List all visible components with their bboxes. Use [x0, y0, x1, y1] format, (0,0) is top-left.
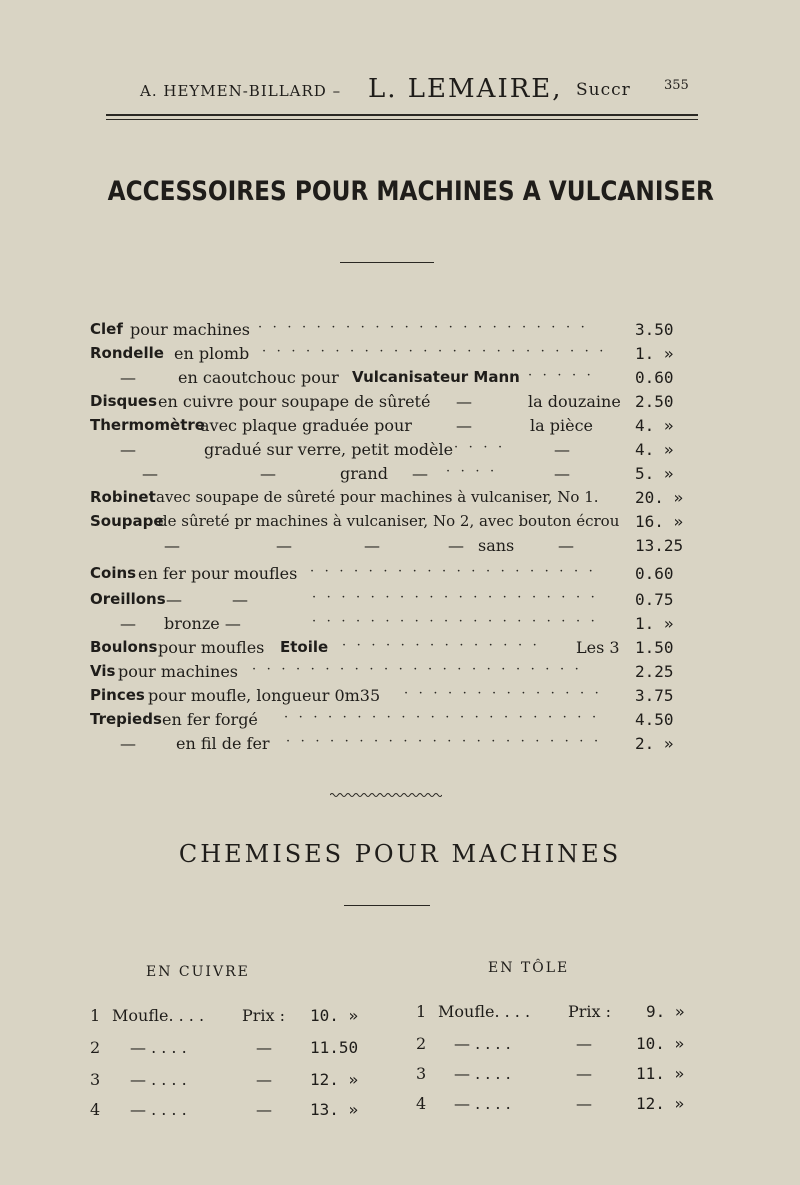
list-item [90, 662, 690, 684]
list-item [90, 320, 690, 342]
list-item [90, 590, 690, 612]
ditto-dash: — [558, 536, 574, 555]
list-item [90, 710, 690, 732]
ditto-dash: — [120, 440, 136, 459]
row-prix: Prix : [242, 1006, 286, 1025]
row-price: 10. » [310, 1006, 359, 1025]
item-price: 2.25 [635, 662, 674, 681]
item-desc: en caoutchouc pour [178, 368, 339, 387]
list-item [90, 638, 690, 660]
row-number: 3 [90, 1070, 101, 1089]
item-price: 1.50 [635, 638, 674, 657]
row-price: 12. » [636, 1094, 685, 1113]
row-prix: — [256, 1070, 272, 1089]
ditto-dash: — [142, 464, 158, 483]
item-desc: sans [478, 536, 515, 555]
ditto-dash: — [120, 368, 136, 387]
row-price: 13. » [310, 1100, 359, 1119]
table-row [416, 1094, 696, 1118]
item-price: 16. » [635, 512, 684, 531]
item-name: Clef [90, 320, 123, 338]
item-name: Rondelle [90, 344, 164, 362]
leader-dots: · · · · [454, 440, 506, 455]
row-label: — . . . . [454, 1034, 511, 1053]
list-item [90, 614, 690, 636]
row-number: 3 [416, 1064, 427, 1083]
section-title-accessoires: ACCESSOIRES POUR MACHINES A VULCANISER [107, 176, 714, 207]
leader-dots: · · · · [446, 464, 498, 479]
ditto-dash: — [364, 536, 380, 555]
list-item [90, 344, 690, 366]
list-item [90, 368, 690, 390]
leader-dots: · · · · · · · · · · · · · · · · · · · · · · [286, 734, 602, 749]
list-item [90, 464, 690, 486]
ditto-dash: — [232, 590, 248, 609]
item-desc: pour moufle, longueur 0m35 [148, 686, 381, 705]
row-number: 1 [416, 1002, 427, 1021]
item-desc: grand [340, 464, 388, 483]
row-label: — . . . . [454, 1064, 511, 1083]
header-right: Succr [576, 80, 631, 100]
item-desc: en fer forgé [162, 710, 258, 729]
table-row [90, 1070, 380, 1094]
item-price: 3.50 [635, 320, 674, 339]
ditto-dash: — [412, 464, 428, 483]
item-price: 0.60 [635, 564, 674, 583]
item-price: 4. » [635, 416, 674, 435]
header-rule-thick [106, 114, 698, 116]
item-desc: gradué sur verre, petit modèle [204, 440, 454, 459]
row-prix: — [256, 1100, 272, 1119]
running-header [140, 74, 700, 104]
table-row [416, 1064, 696, 1088]
item-price: 0.60 [635, 368, 674, 387]
list-item [90, 734, 690, 756]
ditto-dash: — [554, 440, 570, 459]
item-desc: pour moufles [158, 638, 265, 657]
item-name: Coins [90, 564, 137, 582]
row-price: 9. » [646, 1002, 685, 1021]
item-unit: la pièce [530, 416, 593, 435]
item-price: 2.50 [635, 392, 674, 411]
list-item [90, 392, 690, 414]
item-price: 20. » [635, 488, 684, 507]
title-separator [340, 262, 434, 263]
item-brand: Etoile [280, 638, 329, 656]
item-brand: Vulcanisateur Mann [352, 368, 520, 386]
row-prix: — [576, 1064, 592, 1083]
item-desc: de sûreté pr machines à vulcaniser, No 2, avec bouton écrou [158, 512, 620, 530]
section-title-chemises: CHEMISES POUR MACHINES [178, 840, 622, 868]
item-desc: en plomb [174, 344, 250, 363]
list-item [90, 488, 690, 510]
item-price: 1. » [635, 614, 674, 633]
row-prix: — [576, 1034, 592, 1053]
row-prix: — [576, 1094, 592, 1113]
ditto-dash: — [120, 614, 136, 633]
item-desc: en cuivre pour soupape de sûreté [158, 392, 431, 411]
row-label: — . . . . [454, 1094, 511, 1113]
item-desc: — [166, 590, 182, 609]
row-label: Moufle. . . . [112, 1006, 205, 1025]
item-name: Trepieds [90, 710, 162, 728]
leader-dots: · · · · · · · · · · · · · · · · · · · · · · · · [262, 344, 607, 359]
row-price: 12. » [310, 1070, 359, 1089]
list-item [90, 416, 690, 438]
item-price: 4.50 [635, 710, 674, 729]
row-price: 11. » [636, 1064, 685, 1083]
row-number: 1 [90, 1006, 101, 1025]
item-name: Soupape [90, 512, 164, 530]
row-prix: — [256, 1038, 272, 1057]
ditto-dash: — [164, 536, 180, 555]
item-price: 1. » [635, 344, 674, 363]
list-item [90, 536, 690, 558]
item-unit: la douzaine [528, 392, 621, 411]
column-heading-tole: EN TÔLE [488, 960, 570, 976]
table-row [90, 1038, 380, 1062]
leader-dots: · · · · · · · · · · · · · · · · · · · · [310, 564, 596, 579]
item-price: 5. » [635, 464, 674, 483]
item-desc: pour machines [130, 320, 250, 339]
item-name: Boulons [90, 638, 158, 656]
ditto-dash: — [554, 464, 570, 483]
row-number: 4 [90, 1100, 101, 1119]
row-price: 11.50 [310, 1038, 359, 1057]
item-desc: avec soupape de sûreté pour machines à vulcaniser, No 1. [156, 488, 599, 506]
item-price: 0.75 [635, 590, 674, 609]
row-price: 10. » [636, 1034, 685, 1053]
table-row [90, 1006, 380, 1030]
wavy-separator [330, 790, 442, 800]
leader-dots: · · · · · [528, 368, 594, 383]
row-prix: Prix : [568, 1002, 612, 1021]
page-number: 355 [664, 78, 689, 93]
leader-dots: · · · · · · · · · · · · · · · · · · · · · · · [252, 662, 582, 677]
leader-dots: · · · · · · · · · · · · · · · · · · · · · · · [258, 320, 588, 335]
ditto-dash: — [260, 464, 276, 483]
list-item [90, 440, 690, 462]
leader-dots: · · · · · · · · · · · · · · [404, 686, 602, 701]
item-name: Thermomètre [90, 416, 205, 434]
item-price: 13.25 [635, 536, 684, 555]
row-number: 4 [416, 1094, 427, 1113]
item-desc: avec plaque graduée pour [200, 416, 412, 435]
column-heading-cuivre: EN CUIVRE [146, 964, 250, 980]
item-price: 2. » [635, 734, 674, 753]
price-list [90, 318, 690, 758]
leader-dots: · · · · · · · · · · · · · · · · · · · · [312, 614, 598, 629]
item-desc: en fer pour moufles [138, 564, 298, 583]
table-row [90, 1100, 380, 1124]
table-row [416, 1034, 696, 1058]
row-label: — . . . . [130, 1070, 187, 1089]
row-number: 2 [90, 1038, 101, 1057]
item-name: Disques [90, 392, 158, 410]
row-label: — . . . . [130, 1100, 187, 1119]
header-left: A. HEYMEN-BILLARD – [140, 82, 342, 100]
list-item [90, 564, 690, 586]
item-price: 3.75 [635, 686, 674, 705]
list-item [90, 512, 690, 534]
item-price: 4. » [635, 440, 674, 459]
leader-dots: · · · · · · · · · · · · · · · · · · · · · · [284, 710, 600, 725]
ditto-dash: — [456, 392, 472, 411]
row-label: Moufle. . . . [438, 1002, 531, 1021]
item-name: Pinces [90, 686, 145, 704]
row-label: — . . . . [130, 1038, 187, 1057]
header-center: L. LEMAIRE, [368, 74, 563, 104]
ditto-dash: — [276, 536, 292, 555]
ditto-dash: — [456, 416, 472, 435]
header-rule-thin [106, 119, 698, 120]
title-separator [344, 905, 430, 906]
leader-dots: · · · · · · · · · · · · · · [342, 638, 540, 653]
item-name: Robinet [90, 488, 156, 506]
ditto-dash: — [448, 536, 464, 555]
item-name: Vis [90, 662, 116, 680]
item-desc: en fil de fer [176, 734, 270, 753]
item-unit: Les 3 [576, 638, 620, 657]
item-desc: bronze — [164, 614, 241, 633]
leader-dots: · · · · · · · · · · · · · · · · · · · · [312, 590, 598, 605]
list-item [90, 686, 690, 708]
ditto-dash: — [120, 734, 136, 753]
item-name: Oreillons [90, 590, 166, 608]
table-row [416, 1002, 696, 1026]
row-number: 2 [416, 1034, 427, 1053]
item-desc: pour machines [118, 662, 238, 681]
